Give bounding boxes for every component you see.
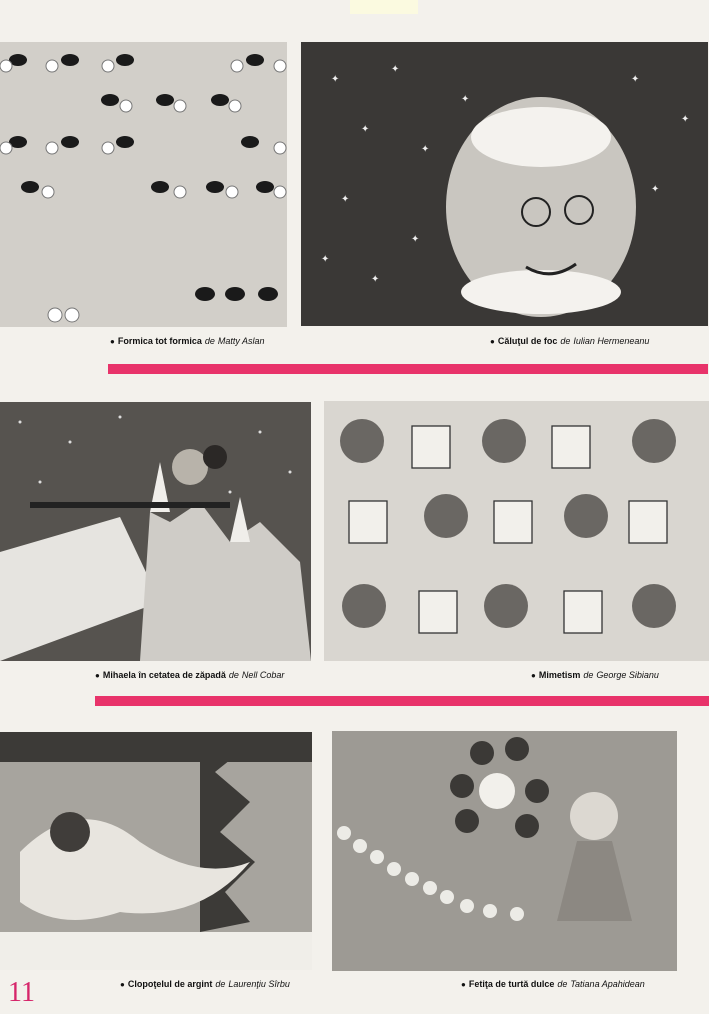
- svg-text:✦: ✦: [681, 114, 690, 125]
- film-still-calutul: [301, 42, 708, 326]
- film-still-mimetism: [324, 401, 709, 661]
- caption-formica: ● Formica tot formica de Matty Aslan: [110, 336, 265, 346]
- svg-text:✦: ✦: [651, 184, 660, 195]
- caption-calutul: ● Căluţul de foc de Iulian Hermeneanu: [490, 336, 650, 346]
- top-tab: [350, 0, 418, 14]
- svg-text:✦: ✦: [361, 124, 370, 135]
- caption-clopotelul: ● Clopoţelul de argint de Laurenţiu Sîrbu: [120, 979, 290, 989]
- svg-text:✦: ✦: [331, 74, 340, 85]
- trees-birds-illustration: [324, 401, 709, 661]
- pink-divider-1: [108, 364, 708, 374]
- svg-text:✦: ✦: [411, 234, 420, 245]
- moon-face-illustration: [301, 42, 708, 326]
- castle-illustration: [0, 402, 311, 661]
- svg-text:✦: ✦: [631, 74, 640, 85]
- film-still-formica: [0, 42, 287, 327]
- caption-mihaela: ● Mihaela în cetatea de zăpadă de Nell Cobar: [95, 670, 285, 680]
- film-still-clopotelul: [0, 732, 312, 970]
- gingerbread-girl-illustration: [332, 731, 677, 971]
- pink-divider-2: [95, 696, 709, 706]
- svg-text:✦: ✦: [421, 144, 430, 155]
- svg-text:✦: ✦: [391, 64, 400, 75]
- caption-fetita: ● Fetiţa de turtă dulce de Tatiana Apahidean: [461, 979, 645, 989]
- svg-text:✦: ✦: [321, 254, 330, 265]
- bell-illustration: [0, 732, 312, 970]
- svg-text:✦: ✦: [461, 94, 470, 105]
- ants-illustration: [0, 42, 287, 327]
- svg-text:✦: ✦: [371, 274, 380, 285]
- film-still-fetita: [332, 731, 677, 971]
- page-number: 11: [8, 977, 35, 1008]
- svg-text:✦: ✦: [341, 194, 350, 205]
- film-still-mihaela: [0, 402, 311, 661]
- caption-mimetism: ● Mimetism de George Sibianu: [531, 670, 659, 680]
